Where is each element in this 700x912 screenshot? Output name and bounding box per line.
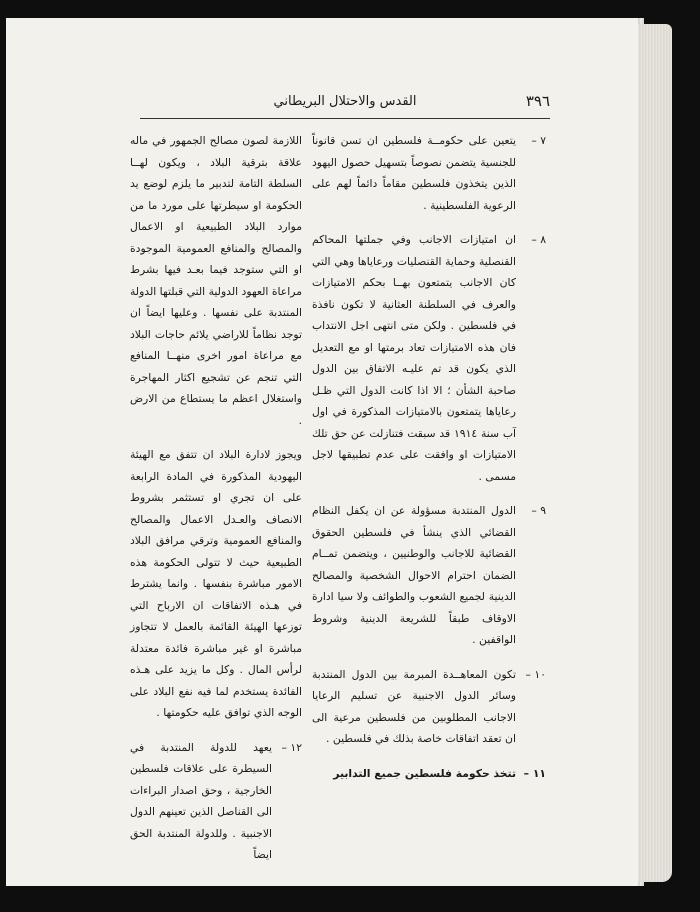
page-number: ٣٩٦ — [525, 92, 550, 110]
article-text: تتخذ حكومة فلسطين جميع التدابير — [333, 766, 516, 780]
article-7 — [312, 130, 546, 216]
article-number: ٧ – — [531, 134, 546, 147]
article-number: ٩ – — [531, 504, 546, 517]
article-text: يعهد للدولة المنتدبة في السيطرة على علاقات فلسطين الخارجية ، وحق اصدار البراءات الى القناصل الذين تعينهم الدول الاجنبية . وللدولة المنتدبة الحق ايضاً — [130, 740, 272, 861]
article-12 — [130, 737, 302, 866]
article-10 — [312, 664, 546, 750]
paragraph: ويجوز لادارة البلاد ان تتفق مع الهيئة اليهودية المذكورة في المادة الرابعة على ان تجري او تستثمر بشروط الانصاف والعـدل الاعمال والمصالح والمنافع العمومية وترقي مرافق البلاد الطبيعية حيث لا تتولى الحكومة هذه الامور مباشرة بنفسها . وانما يشترط في هـذه الاتفاقات ان الارباح التي توزعها الهيئة القائمة بالعمل لا تتجاوز مباشرة او غير مباشرة فائدة معتدلة لرأس المال . وكل ما يزيد على هـذه الفائدة يستخدم لما فيه نفع البلاد على الوجه الذي توافق عليه حكومتها . — [130, 448, 302, 719]
article-text: يتعين على حكومــة فلسطين ان تسن قانوناً للجنسية يتضمن نصوصاً بتسهيل حصول اليهود الذين يتخذون فلسطين مقاماً دائماً لهم على الرعوية الفلسطينية . — [312, 134, 516, 212]
right-column — [312, 130, 546, 797]
article-11 — [312, 763, 546, 785]
article-number: ٨ – — [531, 233, 546, 246]
page-edges — [638, 24, 672, 882]
article-8 — [312, 229, 546, 487]
article-number: ١١ – — [523, 766, 546, 780]
article-text: تكون المعاهــدة المبرمة بين الدول المنتدبة وسائر الدول الاجنبية عن تسليم الرعايا الاجانب المطلوبين من فلسطين مرعية الى ان تعقد اتفاقات خاصة بذلك في فلسطين . — [312, 667, 516, 745]
running-title: القدس والاحتلال البريطاني — [273, 94, 417, 109]
article-number: ١٠ – — [525, 667, 546, 681]
left-column — [130, 130, 302, 879]
article-9 — [312, 500, 546, 651]
article-text: الدول المنتدبة مسؤولة عن ان يكفل النظام القضائي الذي ينشأ في فلسطين الحقوق القضائية للاجانب والوطنيين ، ويتضمن تمــام الضمان احترام الاحوال الشخصية والمصالح الدينية لجميع الشعوب والطوائف ولا سيا ادارة الاوقاف طبقاً للشريعة الدينية وشروط الواقفين . — [312, 504, 516, 646]
page-header — [140, 92, 550, 116]
header-rule — [140, 118, 550, 119]
article-number: ١٢ – — [281, 740, 302, 754]
article-text: ان امتيازات الاجانب وفي جملتها المحاكم القنصلية وحماية القنصليات ورعاياها وهي التي كان الاجانب يتمتعون بهــا بحكم الامتيازات والعرف في السلطنة العثانية لا تكون نافذة في فلسطين . ولكن متى انتهى اجل الانتداب فان هذه الامتيازات تعاد برمتها او مع التعديل الذي يكون قد تم عليـه الاتفاق بين الدول صاحبة الشأن ؛ الا اذا كانت الدول التي ظـل رعاياها يتمتعون بالامتيازات المذكورة في اول آب سنة ١٩١٤ قد سبقت فتنازلت عن حق تلك الامتيازات او وافقت على عدم تطبيقها لاجل مسمى . — [312, 233, 516, 483]
paragraph: اللازمة لصون مصالح الجمهور في ماله علاقة بترقية البلاد ، ويكون لهــا السلطة التامة لتدبير ما يلزم لوضع يد الحكومة او سيطرتها على مورد ما من موارد البلاد الطبيعية او الاعمال والمصالح والمنافع العمومية الموجودة او التي ستوجد فيما بعـد فيها بشرط مراعاة العهود الدولية التي قبلتها الدولة المنتدبة على نفسها . وعليها ايضاً ان توجد نظاماً للاراضي يلائم حاجات البلاد مع مراعاة امور اخرى منهــا المنافع التي تنجم عن تشجيع اكثار المهاجرة واستغلال اعظم ما يستطاع من الارض . — [130, 134, 302, 427]
